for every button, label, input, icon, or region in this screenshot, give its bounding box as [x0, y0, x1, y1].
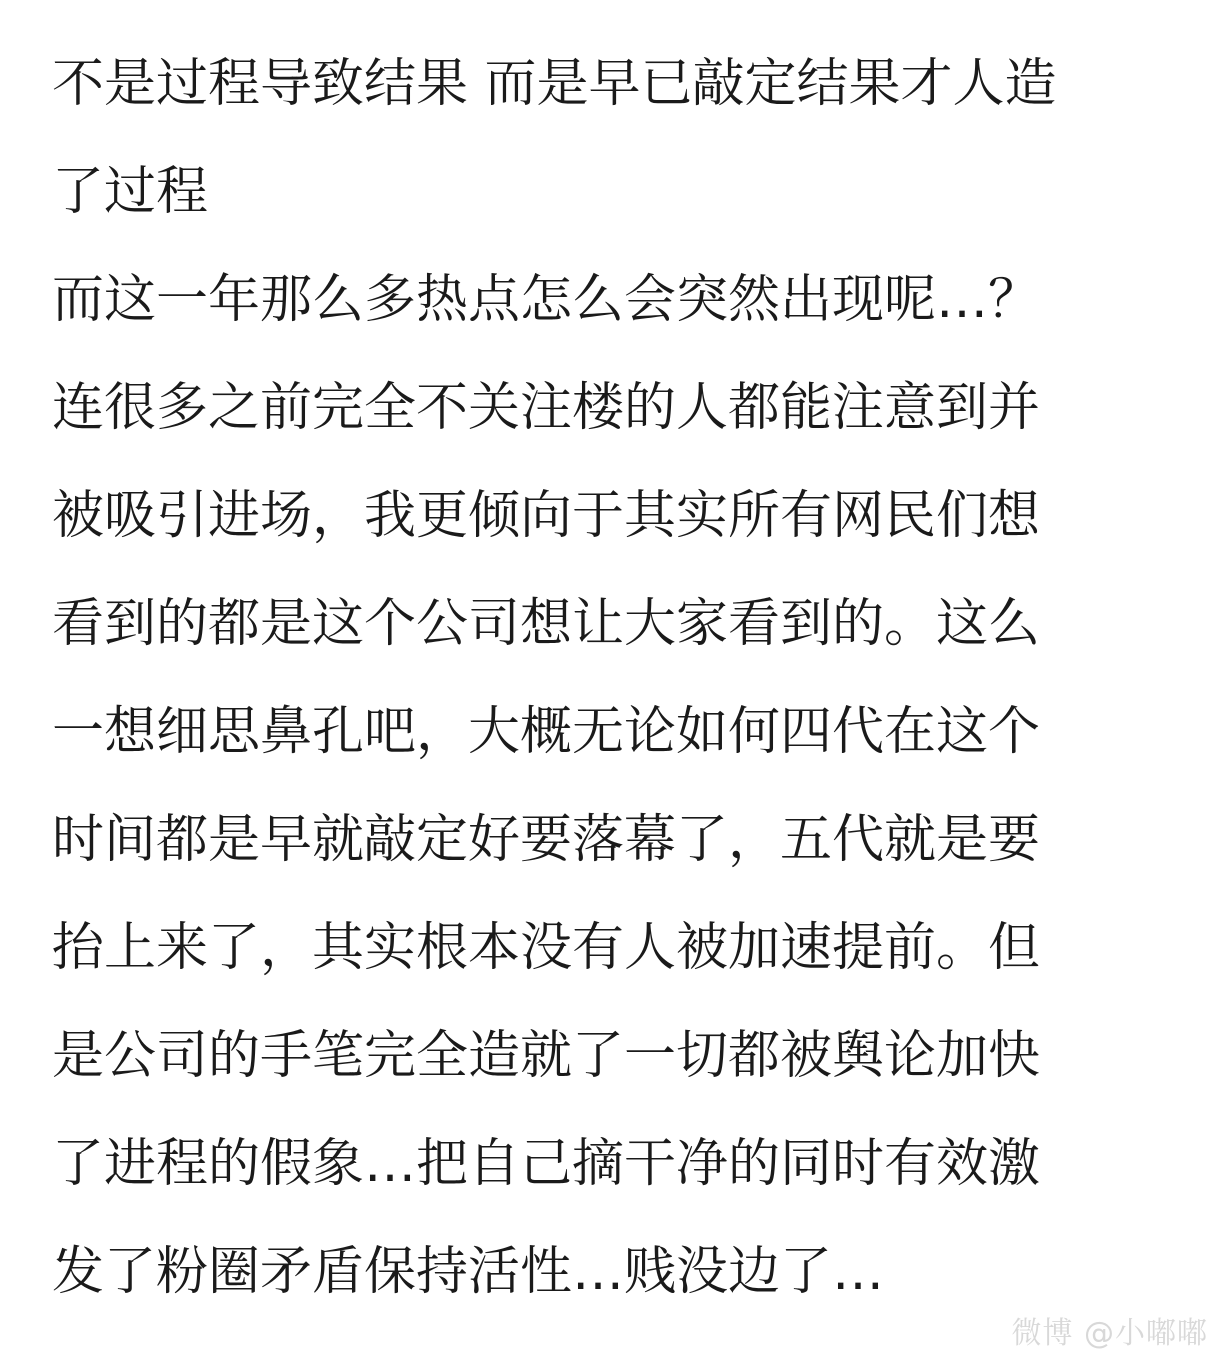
- text-line: 发了粉圈矛盾保持活性…贱没边了…: [52, 1242, 885, 1302]
- text-line: 是公司的手笔完全造就了一切都被舆论加快: [52, 1026, 1041, 1086]
- watermark: 微博 @小嘟嘟: [1011, 1316, 1208, 1351]
- text-line: 不是过程导致结果 而是早已敲定结果才人造: [52, 54, 1057, 114]
- text-line: 看到的都是这个公司想让大家看到的。这么: [52, 594, 1041, 654]
- text-line: 一想细思鼻孔吧，大概无论如何四代在这个: [52, 702, 1041, 762]
- text-line: 连很多之前完全不关注楼的人都能注意到并: [52, 378, 1041, 438]
- text-line: 被吸引进场，我更倾向于其实所有网民们想: [52, 486, 1041, 546]
- text-line: 抬上来了，其实根本没有人被加速提前。但: [52, 918, 1041, 978]
- text-line: 时间都是早就敲定好要落幕了，五代就是要: [52, 810, 1041, 870]
- post-body: [52, 46, 1182, 1326]
- text-line: 而这一年那么多热点怎么会突然出现呢…？: [52, 270, 1041, 330]
- text-line: 了进程的假象…把自己摘干净的同时有效激: [52, 1134, 1041, 1194]
- text-line: 了过程: [52, 162, 209, 222]
